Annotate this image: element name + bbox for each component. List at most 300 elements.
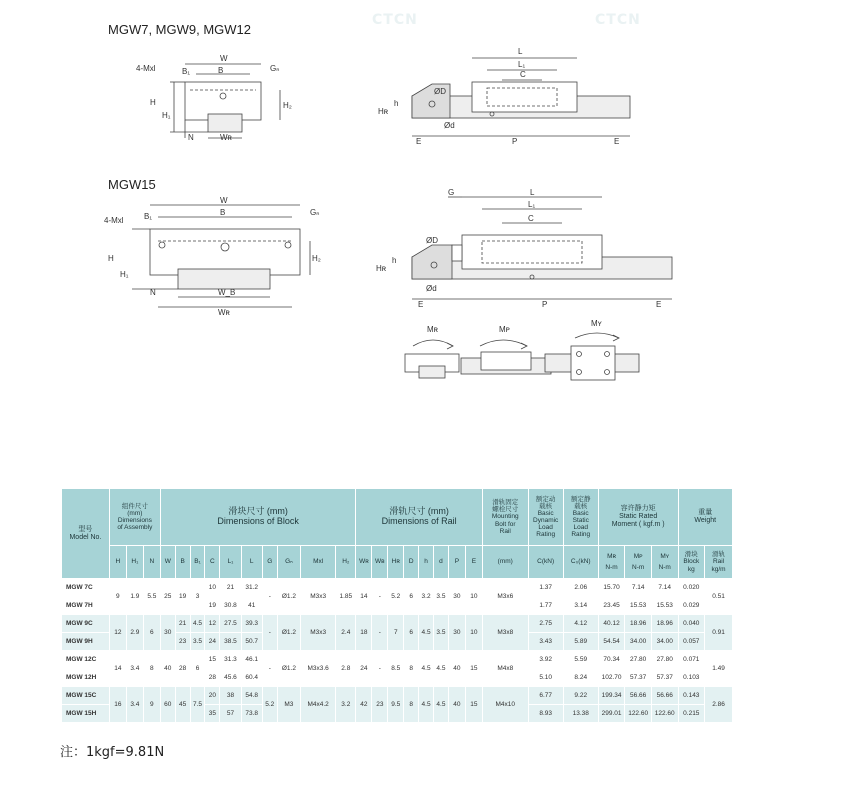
header-line: Moment ( kgf.m ) bbox=[611, 520, 665, 528]
mp-label: Mᴘ bbox=[499, 325, 510, 334]
l1-label: L₁ bbox=[518, 60, 526, 69]
l-label: L bbox=[518, 47, 523, 56]
side-view-small-drawing bbox=[372, 44, 642, 149]
cell-block-kg: 0.143 bbox=[678, 687, 705, 705]
cell-wb: - bbox=[372, 651, 388, 687]
d-small-label: Ød bbox=[426, 284, 437, 293]
cell-l: 50.7 bbox=[241, 633, 262, 651]
col-d: D bbox=[404, 546, 419, 579]
cell-gn: M3 bbox=[277, 687, 300, 723]
cell-bolt: M4x8 bbox=[482, 651, 528, 687]
cell-g: 5.2 bbox=[262, 687, 277, 723]
cell-my: 56.66 bbox=[651, 687, 678, 705]
header-static-load bbox=[563, 489, 598, 546]
header-line: 额定动 bbox=[535, 495, 556, 503]
header-block bbox=[160, 489, 356, 546]
header-line: 滑轨固定 bbox=[492, 499, 519, 507]
header-line: 型号 bbox=[78, 525, 93, 533]
cell-d-small: 3.5 bbox=[434, 579, 449, 615]
header-dynamic-load bbox=[528, 489, 563, 546]
cell-block-kg: 0.057 bbox=[678, 633, 705, 651]
cell-w: 30 bbox=[160, 615, 175, 651]
col-l1: L₁ bbox=[220, 546, 241, 579]
col-l: L bbox=[241, 546, 262, 579]
front-view-small-drawing bbox=[130, 50, 310, 150]
h-label: H bbox=[108, 254, 114, 263]
h2-label: H₂ bbox=[312, 254, 321, 263]
hr-label: Hʀ bbox=[376, 264, 387, 273]
cell-p: 30 bbox=[448, 615, 465, 651]
cell-mp: 15.53 bbox=[625, 597, 652, 615]
cell-rail-kg: 2.86 bbox=[705, 687, 733, 723]
cell-mp: 27.80 bbox=[625, 651, 652, 669]
cell-c0: 2.06 bbox=[563, 579, 598, 597]
h1-label: H₁ bbox=[162, 111, 171, 120]
cell-h: 16 bbox=[109, 687, 126, 723]
header-line: 组件尺寸 bbox=[121, 502, 148, 510]
cell-h: 14 bbox=[109, 651, 126, 687]
table-row bbox=[62, 651, 733, 669]
cell-c: 24 bbox=[205, 633, 220, 651]
side-view-mgw15-drawing bbox=[372, 183, 682, 313]
cell-c: 15 bbox=[205, 651, 220, 669]
cell-block-kg: 0.215 bbox=[678, 705, 705, 723]
header-line: kg bbox=[687, 565, 695, 573]
c-label: C bbox=[520, 70, 526, 79]
section-title-middle: MGW15 bbox=[108, 177, 156, 192]
cell-l1: 57 bbox=[220, 705, 241, 723]
spec-table bbox=[61, 488, 733, 723]
h-label: H bbox=[150, 98, 156, 107]
header-line: 螺栓尺寸 bbox=[492, 506, 519, 514]
cell-cdyn: 1.37 bbox=[528, 579, 563, 597]
cell-block-kg: 0.029 bbox=[678, 597, 705, 615]
cell-my: 27.80 bbox=[651, 651, 678, 669]
cell-n: 6 bbox=[143, 615, 160, 651]
n-label: N bbox=[188, 133, 194, 142]
cell-d: 6 bbox=[404, 579, 419, 615]
mxl-label: 4-Mxl bbox=[136, 64, 156, 73]
e-label-right: E bbox=[656, 300, 662, 309]
cell-b1: 3 bbox=[190, 579, 205, 615]
front-view-mgw15-drawing bbox=[100, 193, 340, 318]
header-line: 滑轨 bbox=[712, 551, 726, 559]
cell-b: 23 bbox=[175, 633, 190, 651]
cell-c0: 8.24 bbox=[563, 669, 598, 687]
h-small-label: h bbox=[394, 99, 399, 108]
cell-mr: 199.34 bbox=[598, 687, 625, 705]
cell-h2: 2.4 bbox=[336, 615, 356, 651]
b-label: B bbox=[218, 66, 224, 75]
col-w: W bbox=[160, 546, 175, 579]
cell-l: 46.1 bbox=[241, 651, 262, 669]
cell-b: 28 bbox=[175, 651, 190, 687]
col-my bbox=[651, 546, 678, 579]
cell-b1: 3.5 bbox=[190, 633, 205, 651]
cell-h: 12 bbox=[109, 615, 126, 651]
col-mp-name: Mᴘ bbox=[633, 552, 643, 560]
cell-h1: 1.9 bbox=[126, 579, 143, 615]
header-line: Dimensions of Block bbox=[217, 516, 299, 526]
cell-n: 8 bbox=[143, 651, 160, 687]
cell-gn: Ø1.2 bbox=[277, 651, 300, 687]
cell-c: 12 bbox=[205, 615, 220, 633]
e-label-left: E bbox=[416, 137, 422, 146]
cell-l1: 27.5 bbox=[220, 615, 241, 633]
cell-l: 73.8 bbox=[241, 705, 262, 723]
cell-e: 15 bbox=[465, 687, 482, 723]
cell-mr: 15.70 bbox=[598, 579, 625, 597]
col-hr: Hʀ bbox=[388, 546, 404, 579]
cell-gn: Ø1.2 bbox=[277, 579, 300, 615]
cell-mxl: M3x3.6 bbox=[301, 651, 336, 687]
cell-e: 15 bbox=[465, 651, 482, 687]
w-label: W bbox=[220, 196, 228, 205]
col-gn: Gₙ bbox=[277, 546, 300, 579]
moment-diagrams bbox=[395, 318, 640, 388]
cell-cdyn: 5.10 bbox=[528, 669, 563, 687]
cell-c0: 9.22 bbox=[563, 687, 598, 705]
header-line: Weight bbox=[694, 517, 717, 524]
wr-label: Wʀ bbox=[220, 133, 232, 142]
col-bolt-unit: (mm) bbox=[482, 546, 528, 579]
header-assembly bbox=[109, 489, 160, 546]
cell-h1: 3.4 bbox=[126, 651, 143, 687]
col-block-weight bbox=[678, 546, 705, 579]
cell-d-small: 3.5 bbox=[434, 615, 449, 651]
cell-hr: 8.5 bbox=[388, 651, 404, 687]
wb-label: W_B bbox=[218, 288, 236, 297]
d-small-label: Ød bbox=[444, 121, 455, 130]
col-h2: H₂ bbox=[336, 546, 356, 579]
col-my-name: Mʏ bbox=[660, 552, 670, 560]
cell-rail-kg: 0.51 bbox=[705, 579, 733, 615]
header-line: Dimensions of Rail bbox=[381, 516, 457, 526]
cell-g: - bbox=[262, 579, 277, 615]
header-moment bbox=[598, 489, 678, 546]
cell-c0: 13.38 bbox=[563, 705, 598, 723]
cell-c0: 4.12 bbox=[563, 615, 598, 633]
cell-h2: 3.2 bbox=[336, 687, 356, 723]
h-small-label: h bbox=[392, 256, 397, 265]
cell-cdyn: 3.43 bbox=[528, 633, 563, 651]
l-label: L bbox=[530, 188, 535, 197]
cell-block-kg: 0.103 bbox=[678, 669, 705, 687]
cell-b1: 4.5 bbox=[190, 615, 205, 633]
cell-rail-kg: 1.49 bbox=[705, 651, 733, 687]
e-label-right: E bbox=[614, 137, 620, 146]
cell-hr: 7 bbox=[388, 615, 404, 651]
header-line: 额定静 bbox=[570, 495, 591, 503]
table-row bbox=[62, 579, 733, 597]
header-weight bbox=[678, 489, 732, 546]
col-my-unit: N-m bbox=[658, 564, 671, 571]
col-d-small: d bbox=[434, 546, 449, 579]
header-line: of Assembly bbox=[117, 524, 153, 532]
model-cell: MGW 7C bbox=[62, 579, 110, 597]
hr-label: Hʀ bbox=[378, 107, 389, 116]
col-mr-unit: N-m bbox=[605, 564, 618, 571]
col-n: N bbox=[143, 546, 160, 579]
cell-wr: 18 bbox=[356, 615, 372, 651]
cell-b1: 6 bbox=[190, 651, 205, 687]
header-line: Rail bbox=[712, 558, 725, 566]
cell-mp: 57.37 bbox=[625, 669, 652, 687]
cell-b: 45 bbox=[175, 687, 190, 723]
cell-d: 8 bbox=[404, 651, 419, 687]
model-cell: MGW 12H bbox=[62, 669, 110, 687]
cell-hr: 9.5 bbox=[388, 687, 404, 723]
cell-hr: 5.2 bbox=[388, 579, 404, 615]
cell-mp: 122.60 bbox=[625, 705, 652, 723]
w-label: W bbox=[220, 54, 228, 63]
cell-mp: 34.00 bbox=[625, 633, 652, 651]
cell-bolt: M3x6 bbox=[482, 579, 528, 615]
wr-label: Wʀ bbox=[218, 308, 230, 317]
h1-label: H₁ bbox=[120, 270, 129, 279]
col-c0-unit: C₀(kN) bbox=[563, 546, 598, 579]
cell-h-small: 4.5 bbox=[419, 651, 434, 687]
header-line: 重量 bbox=[698, 509, 713, 517]
header-bolt bbox=[482, 489, 528, 546]
cell-l: 39.3 bbox=[241, 615, 262, 633]
cell-d: 6 bbox=[404, 615, 419, 651]
header-line: Bolt for bbox=[494, 520, 516, 528]
cell-l1: 38 bbox=[220, 687, 241, 705]
col-b1: B₁ bbox=[190, 546, 205, 579]
header-line: 容许静力矩 bbox=[620, 505, 656, 513]
cell-cdyn: 6.77 bbox=[528, 687, 563, 705]
d-label: ØD bbox=[434, 87, 446, 96]
header-line: 载核 bbox=[539, 502, 553, 510]
cell-mp: 7.14 bbox=[625, 579, 652, 597]
header-line: Rail bbox=[499, 527, 511, 535]
cell-mxl: M3x3 bbox=[301, 579, 336, 615]
cell-d: 8 bbox=[404, 687, 419, 723]
cell-wb: 23 bbox=[372, 687, 388, 723]
cell-c: 20 bbox=[205, 687, 220, 705]
header-line: Rating bbox=[571, 531, 591, 539]
header-line: Load bbox=[573, 524, 588, 532]
e-label-left: E bbox=[418, 300, 424, 309]
cell-h1: 3.4 bbox=[126, 687, 143, 723]
cell-g: - bbox=[262, 615, 277, 651]
header-rail bbox=[356, 489, 482, 546]
cell-l1: 21 bbox=[220, 579, 241, 597]
col-h1: H₁ bbox=[126, 546, 143, 579]
cell-w: 25 bbox=[160, 579, 175, 615]
cell-mp: 56.66 bbox=[625, 687, 652, 705]
cell-b: 19 bbox=[175, 579, 190, 615]
cell-h2: 1.85 bbox=[336, 579, 356, 615]
header-line: (mm) bbox=[127, 509, 143, 517]
header-line: Dimensions bbox=[117, 517, 152, 524]
header-line: Basic bbox=[572, 509, 589, 517]
table-row bbox=[62, 687, 733, 705]
b-label: B bbox=[220, 208, 226, 217]
cell-l1: 38.5 bbox=[220, 633, 241, 651]
cell-c: 10 bbox=[205, 579, 220, 597]
header-line: 滑块 bbox=[684, 551, 698, 559]
header-line: Static bbox=[572, 517, 589, 524]
header-line: kg/m bbox=[711, 565, 726, 573]
col-p: P bbox=[448, 546, 465, 579]
cell-c0: 5.59 bbox=[563, 651, 598, 669]
g-label: G bbox=[448, 188, 455, 197]
mxl-label: 4-Mxl bbox=[104, 216, 124, 225]
cell-mr: 70.34 bbox=[598, 651, 625, 669]
header-line: Static Rated bbox=[619, 513, 658, 521]
col-mp-unit: N-m bbox=[632, 564, 645, 571]
section-title-top: MGW7, MGW9, MGW12 bbox=[108, 22, 251, 37]
col-c-unit: C(kN) bbox=[528, 546, 563, 579]
cell-c: 28 bbox=[205, 669, 220, 687]
p-label: P bbox=[542, 300, 548, 309]
model-cell: MGW 9C bbox=[62, 615, 110, 633]
c-label: C bbox=[528, 214, 534, 223]
cell-block-kg: 0.020 bbox=[678, 579, 705, 597]
cell-bolt: M4x10 bbox=[482, 687, 528, 723]
cell-c0: 3.14 bbox=[563, 597, 598, 615]
cell-rail-kg: 0.91 bbox=[705, 615, 733, 651]
col-mp bbox=[625, 546, 652, 579]
cell-mr: 40.12 bbox=[598, 615, 625, 633]
b1-label: B₁ bbox=[182, 67, 191, 76]
cell-n: 9 bbox=[143, 687, 160, 723]
cell-my: 57.37 bbox=[651, 669, 678, 687]
cell-l: 54.8 bbox=[241, 687, 262, 705]
header-model bbox=[62, 489, 110, 579]
gn-label: Gₙ bbox=[270, 64, 280, 73]
cell-w: 40 bbox=[160, 651, 175, 687]
cell-g: - bbox=[262, 651, 277, 687]
header-line: Model No. bbox=[69, 533, 102, 541]
b1-label: B₁ bbox=[144, 212, 153, 221]
col-g: G bbox=[262, 546, 277, 579]
col-rail-weight bbox=[705, 546, 733, 579]
watermark: CTCN bbox=[372, 12, 418, 28]
gn-label: Gₙ bbox=[310, 208, 320, 217]
col-c: C bbox=[205, 546, 220, 579]
cell-my: 15.53 bbox=[651, 597, 678, 615]
col-wr: Wʀ bbox=[356, 546, 372, 579]
cell-p: 40 bbox=[448, 687, 465, 723]
cell-c: 19 bbox=[205, 597, 220, 615]
h2-label: H₂ bbox=[283, 101, 292, 110]
cell-l1: 45.6 bbox=[220, 669, 241, 687]
col-mr-name: Mʀ bbox=[607, 552, 617, 560]
cell-h-small: 4.5 bbox=[419, 615, 434, 651]
d-label: ØD bbox=[426, 236, 438, 245]
cell-my: 122.60 bbox=[651, 705, 678, 723]
l1-label: L₁ bbox=[528, 200, 536, 209]
mr-label: Mʀ bbox=[427, 325, 438, 334]
cell-w: 60 bbox=[160, 687, 175, 723]
cell-cdyn: 8.93 bbox=[528, 705, 563, 723]
cell-cdyn: 2.75 bbox=[528, 615, 563, 633]
cell-d-small: 4.5 bbox=[434, 651, 449, 687]
cell-mr: 23.45 bbox=[598, 597, 625, 615]
my-label: Mʏ bbox=[591, 319, 602, 328]
header-line: Basic bbox=[537, 509, 554, 517]
col-mr bbox=[598, 546, 625, 579]
col-e: E bbox=[465, 546, 482, 579]
cell-l: 41 bbox=[241, 597, 262, 615]
cell-l: 60.4 bbox=[241, 669, 262, 687]
col-mxl: Mxl bbox=[301, 546, 336, 579]
cell-block-kg: 0.071 bbox=[678, 651, 705, 669]
conversion-note: 注：1kgf=9.81N bbox=[60, 745, 165, 760]
cell-cdyn: 1.77 bbox=[528, 597, 563, 615]
cell-wr: 42 bbox=[356, 687, 372, 723]
col-h-small: h bbox=[419, 546, 434, 579]
model-cell: MGW 15H bbox=[62, 705, 110, 723]
cell-bolt: M3x8 bbox=[482, 615, 528, 651]
header-line: Rating bbox=[536, 531, 556, 539]
cell-n: 5.5 bbox=[143, 579, 160, 615]
cell-mr: 102.70 bbox=[598, 669, 625, 687]
cell-h: 9 bbox=[109, 579, 126, 615]
n-label: N bbox=[150, 288, 156, 297]
cell-l: 31.2 bbox=[241, 579, 262, 597]
cell-d-small: 4.5 bbox=[434, 687, 449, 723]
header-line: Dynamic bbox=[533, 517, 559, 524]
cell-my: 7.14 bbox=[651, 579, 678, 597]
cell-mr: 299.01 bbox=[598, 705, 625, 723]
model-cell: MGW 7H bbox=[62, 597, 110, 615]
cell-gn: Ø1.2 bbox=[277, 615, 300, 651]
cell-mxl: M3x3 bbox=[301, 615, 336, 651]
cell-b: 21 bbox=[175, 615, 190, 633]
model-cell: MGW 15C bbox=[62, 687, 110, 705]
header-line: 载核 bbox=[574, 502, 588, 510]
table-row bbox=[62, 615, 733, 633]
model-cell: MGW 12C bbox=[62, 651, 110, 669]
col-h: H bbox=[109, 546, 126, 579]
watermark: CTCN bbox=[595, 12, 641, 28]
header-line: Load bbox=[538, 524, 553, 532]
cell-e: 10 bbox=[465, 615, 482, 651]
cell-wb: - bbox=[372, 579, 388, 615]
cell-wb: - bbox=[372, 615, 388, 651]
header-line: 滑轨尺寸 (mm) bbox=[389, 506, 449, 517]
header-line: Mounting bbox=[491, 513, 519, 521]
cell-c0: 5.89 bbox=[563, 633, 598, 651]
cell-h-small: 4.5 bbox=[419, 687, 434, 723]
cell-p: 30 bbox=[448, 579, 465, 615]
cell-my: 34.00 bbox=[651, 633, 678, 651]
col-b: B bbox=[175, 546, 190, 579]
cell-e: 10 bbox=[465, 579, 482, 615]
cell-block-kg: 0.040 bbox=[678, 615, 705, 633]
cell-mr: 54.54 bbox=[598, 633, 625, 651]
cell-h2: 2.8 bbox=[336, 651, 356, 687]
p-label: P bbox=[512, 137, 518, 146]
cell-l1: 30.8 bbox=[220, 597, 241, 615]
cell-mxl: M4x4.2 bbox=[301, 687, 336, 723]
cell-mp: 18.96 bbox=[625, 615, 652, 633]
col-wb: Wʙ bbox=[372, 546, 388, 579]
cell-my: 18.96 bbox=[651, 615, 678, 633]
header-line: Block bbox=[683, 558, 700, 566]
cell-cdyn: 3.92 bbox=[528, 651, 563, 669]
model-cell: MGW 9H bbox=[62, 633, 110, 651]
cell-c: 35 bbox=[205, 705, 220, 723]
cell-h-small: 3.2 bbox=[419, 579, 434, 615]
cell-wr: 24 bbox=[356, 651, 372, 687]
cell-p: 40 bbox=[448, 651, 465, 687]
cell-h1: 2.9 bbox=[126, 615, 143, 651]
